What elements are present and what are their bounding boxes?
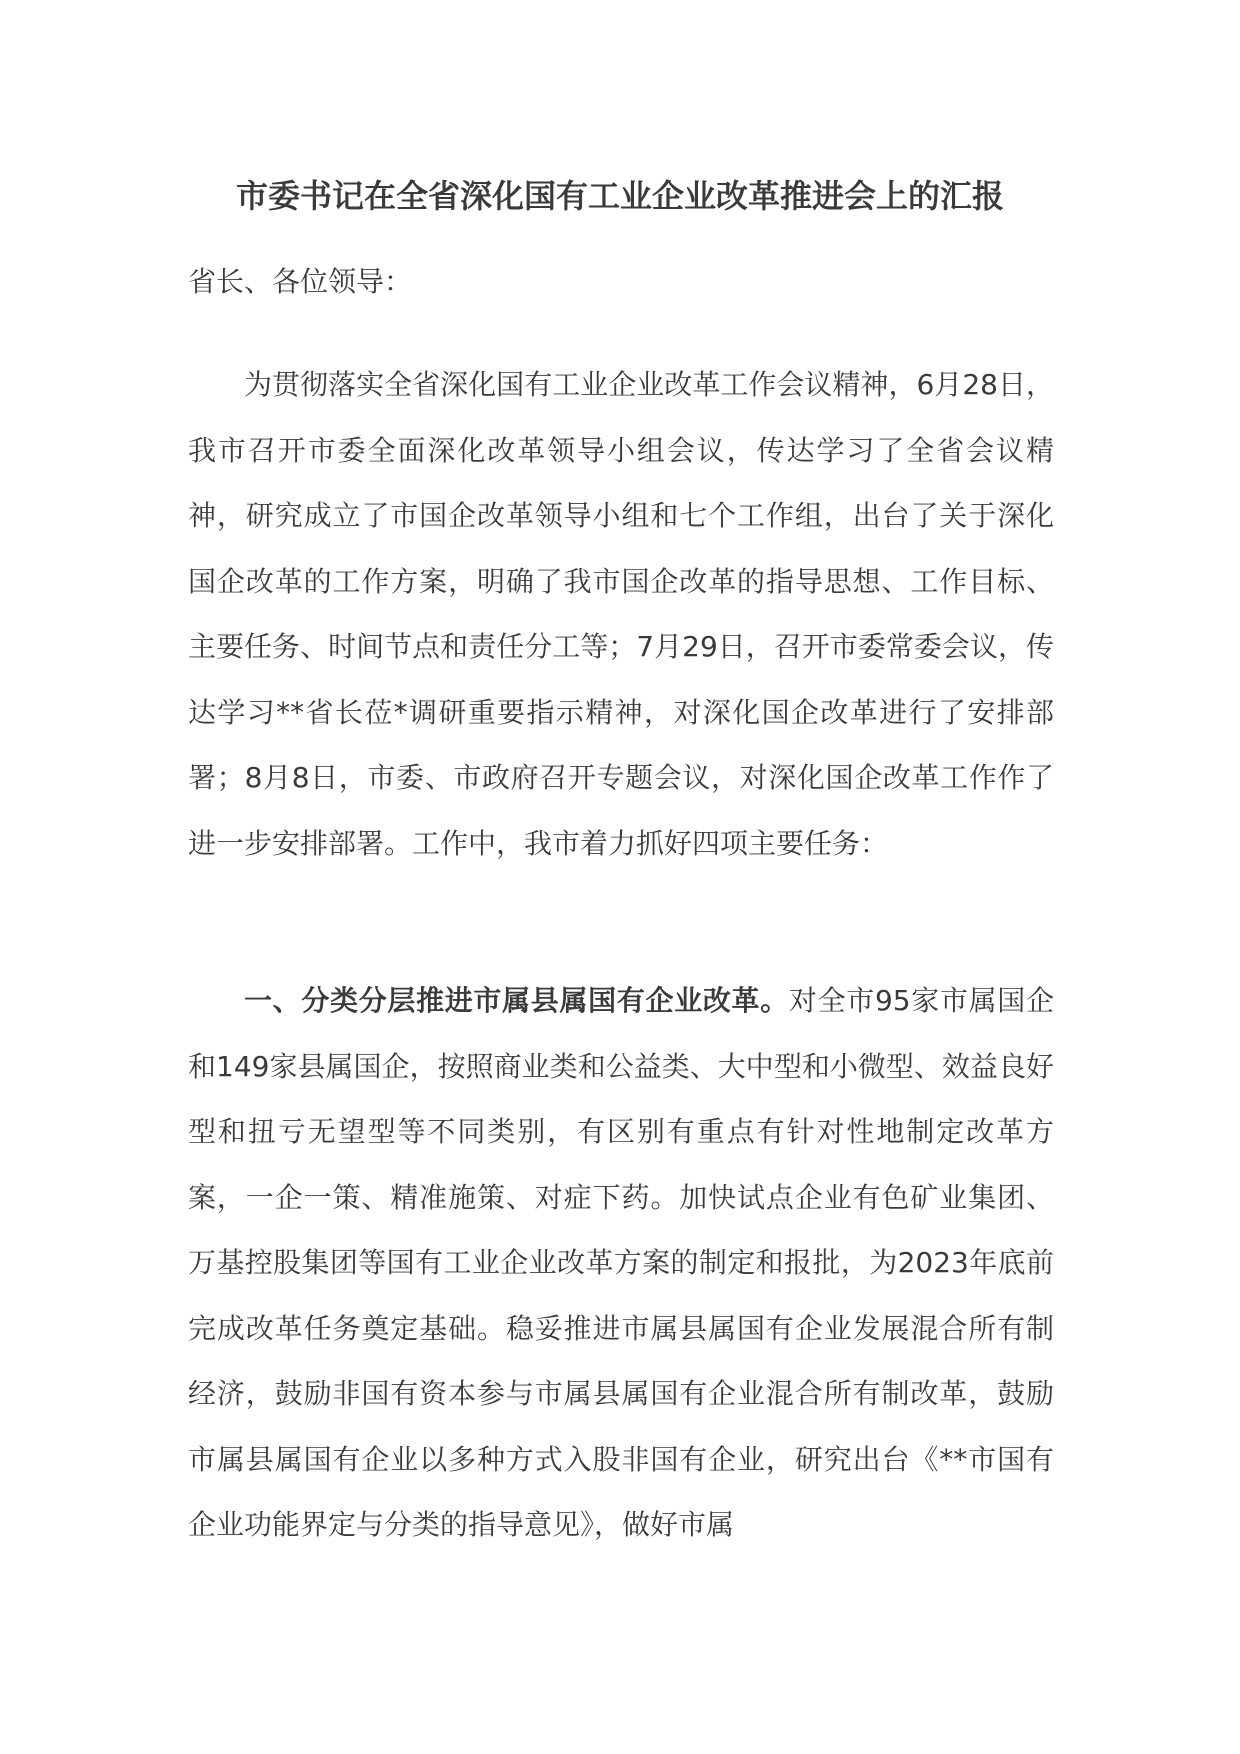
paragraph-task-one (188, 968, 1054, 1558)
document-title: 市委书记在全省深化国有工业企业改革推进会上的汇报 (235, 177, 1004, 215)
paragraph-task-one-heading: 一、分类分层推进市属县属国有企业改革。 (244, 984, 789, 1017)
paragraph-task-one-body: 对全市95家市属国企和149家县属国企，按照商业类和公益类、大中型和小微型、效益良好型和扭亏无望型等不同类别，有区别有重点有针对性地制定改革方案，一企一策、精准施策、对症下药。加快试点企业有色矿业集团、万基控股集团等国有工业企业改革方案的制定和报批，为2023年底前完成改革任务奠定基础。稳妥推进市属县属国有企业发展混合所有制经济，鼓励非国有资本参与市属县属国有企业混合所有制改革，鼓励市属县属国有企业以多种方式入股非国有企业，研究出台《**市国有企业功能界定与分类的指导意见》，做好市属 (188, 984, 1054, 1541)
salutation: 省长、各位领导： (188, 265, 413, 298)
paragraph-intro: 为贯彻落实全省深化国有工业企业改革工作会议精神，6月28日，我市召开市委全面深化改革领导小组会议，传达学习了全省会议精神，研究成立了市国企改革领导小组和七个工作组，出台了关于深化国企改革的工作方案，明确了我市国企改革的指导思想、工作目标、主要任务、时间节点和责任分工等；7月29日，召开市委常委会议，传达学习**省长莅*调研重要指示精神，对深化国企改革进行了安排部署；8月8日，市委、市政府召开专题会议，对深化国企改革工作作了进一步安排部署。工作中，我市着力抓好四项主要任务： (188, 368, 1054, 860)
